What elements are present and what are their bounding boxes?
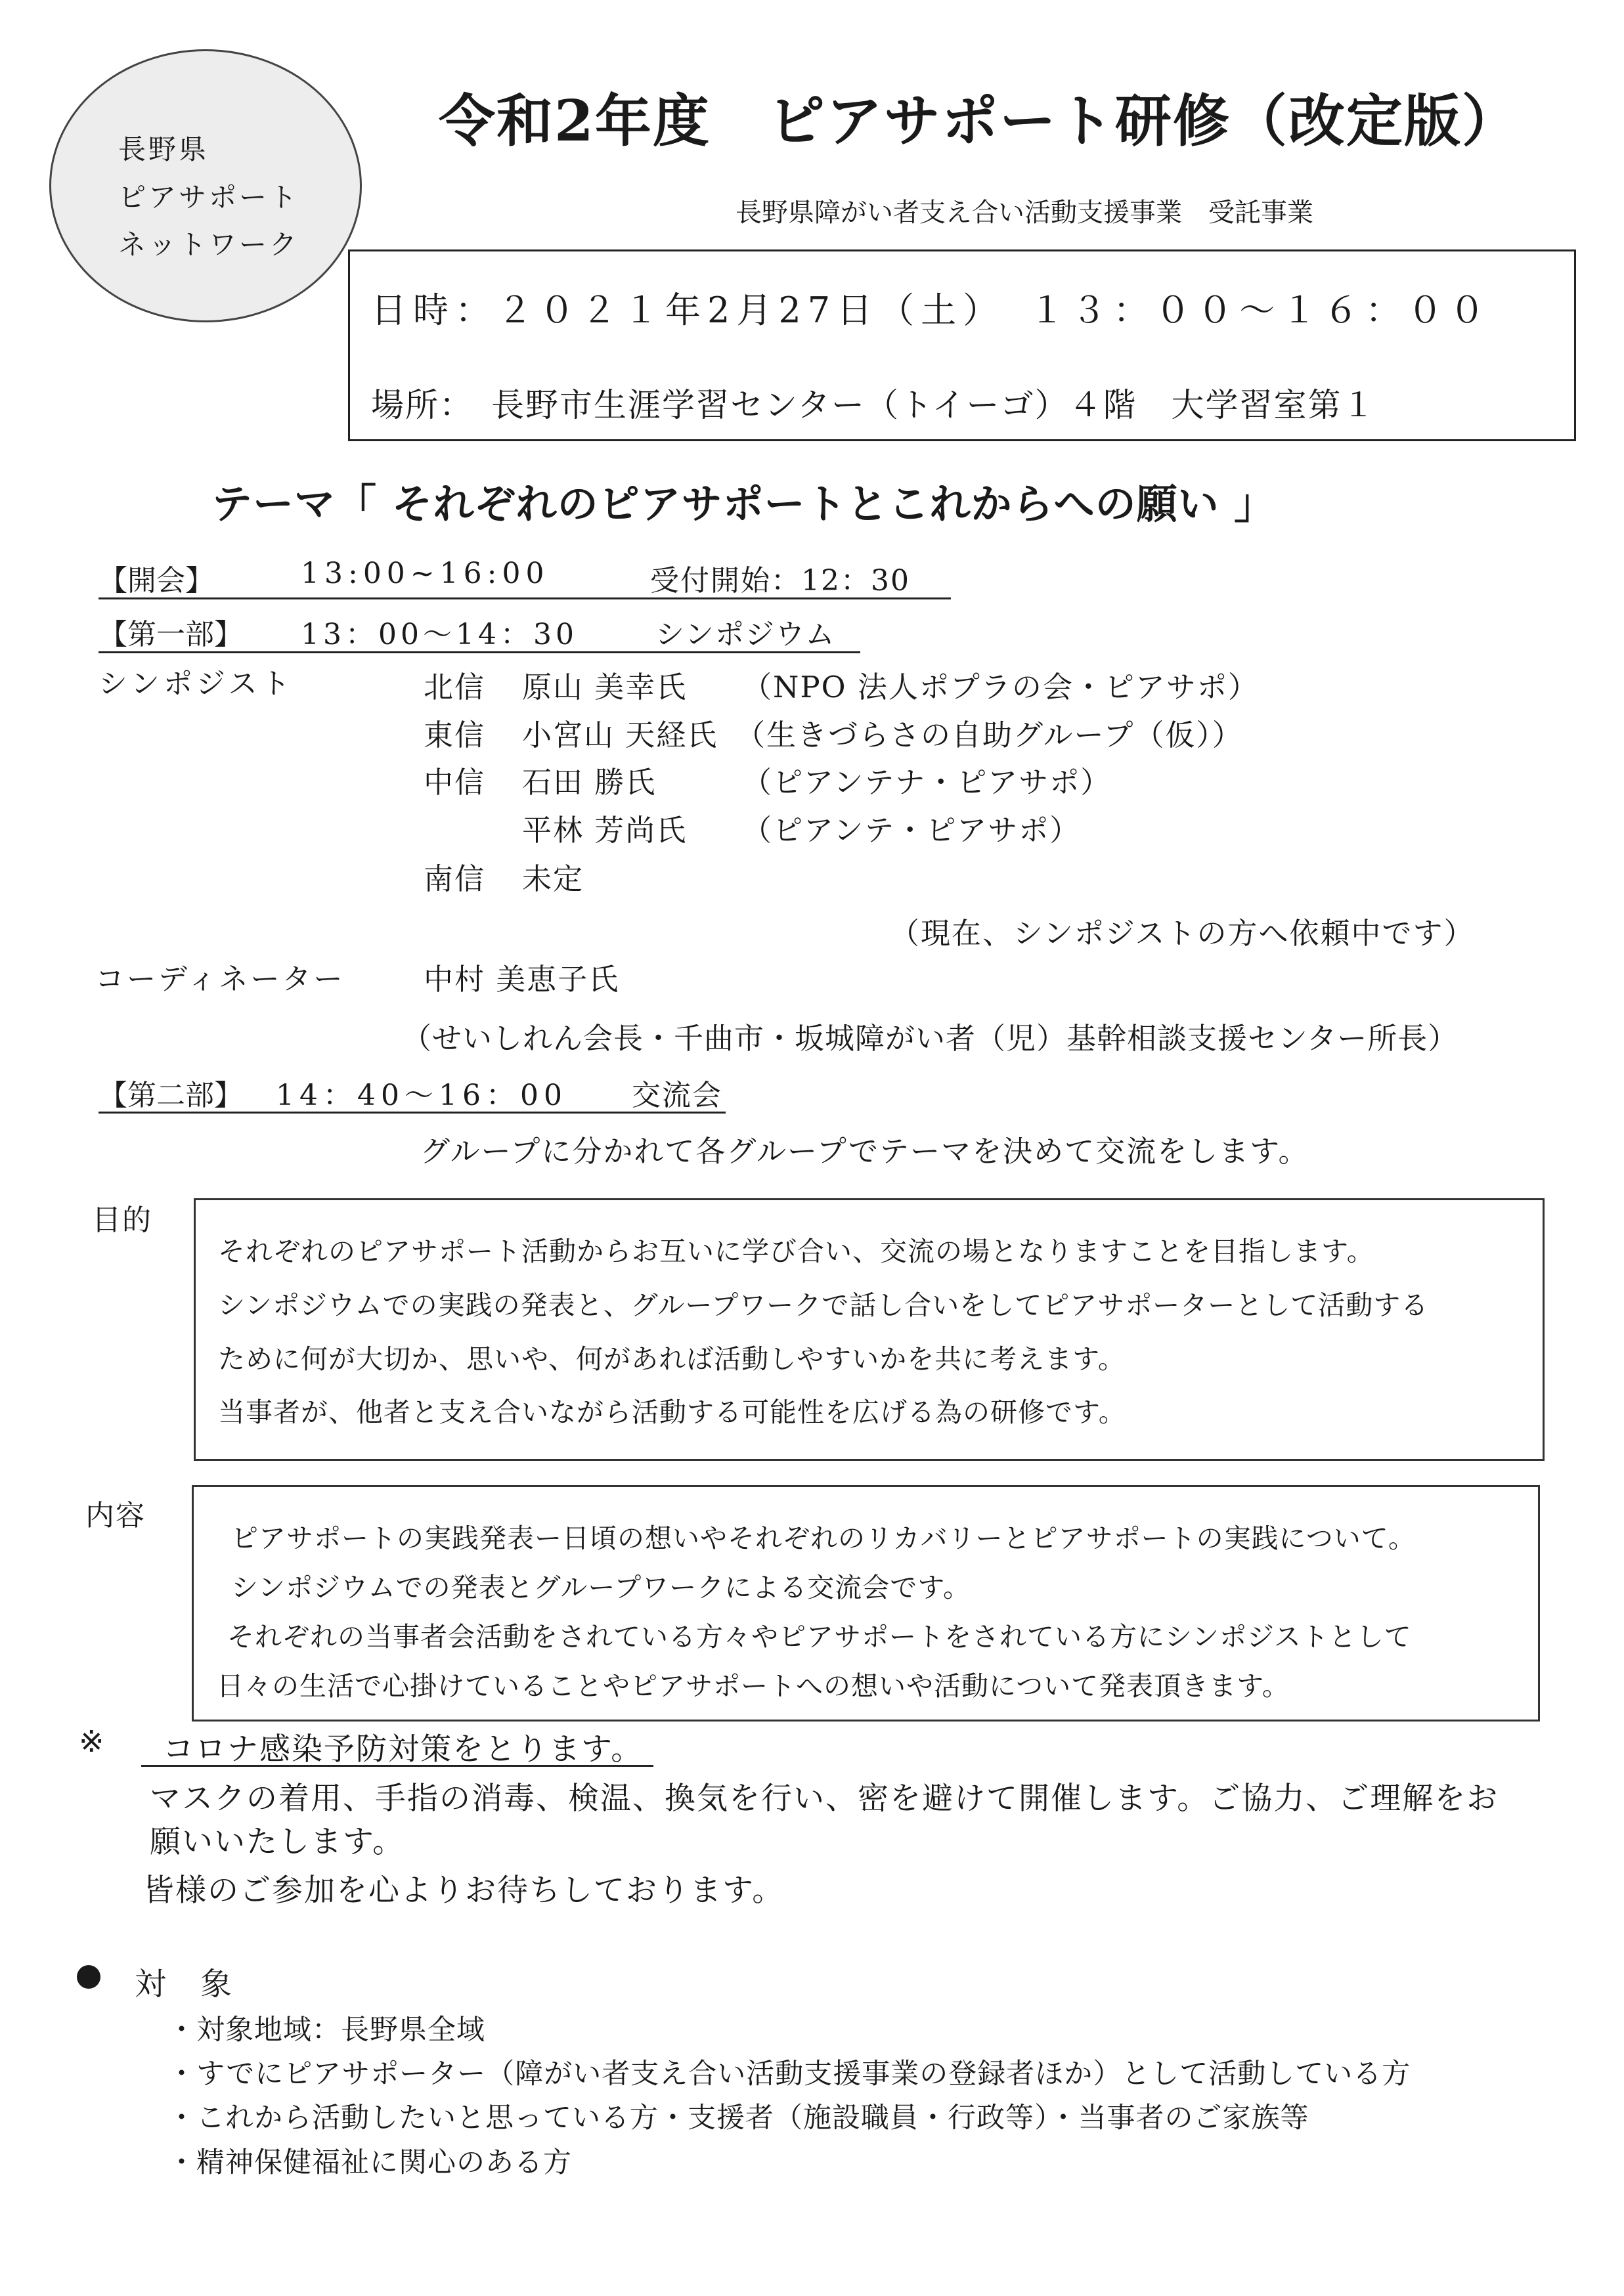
symposist-name: 平林 芳尚氏: [522, 813, 688, 848]
covid-heading: コロナ感染予防対策をとります。: [163, 1731, 644, 1767]
content-text-line: シンポジウムでの発表とグループワークによる交流会です。: [231, 1572, 971, 1603]
symposist-region: 東信: [424, 718, 486, 752]
purpose-text-line: ために何が大切か、思いや、何があれば活動しやすいかを共に考えます。: [218, 1343, 1126, 1375]
symposist-org: （生きづらさの自助グループ（仮））: [735, 718, 1243, 752]
symposist-org: （ピアンテナ・ピアサポ）: [742, 765, 1112, 800]
symposist-name: 未定: [522, 861, 584, 896]
part2-label: 【第二部】: [99, 1079, 243, 1112]
coordinator-affiliation: （せいしれん会長・千曲市・坂城障がい者（児）基幹相談支援センター所長）: [402, 1021, 1459, 1056]
bullet-icon: [77, 1965, 100, 1989]
purpose-text-line: シンポジウムでの実践の発表と、グループワークで話し合いをしてピアサポーターとして活動する: [218, 1289, 1429, 1321]
content-text-line: ピアサポートの実践発表ー日頃の想いやそれぞれのリカバリーとピアサポートの実践について。: [231, 1523, 1416, 1554]
page-title: 令和2年度 ピアサポート研修（改定版）: [439, 88, 1520, 154]
purpose-text-line: 当事者が、他者と支え合いながら活動する可能性を広げる為の研修です。: [218, 1397, 1126, 1428]
part2-description: グループに分かれて各グループでテーマを決めて交流をします。: [420, 1134, 1309, 1169]
notice-mark: ※: [79, 1723, 106, 1759]
target-item: ・対象地域：長野県全域: [167, 2014, 485, 2047]
symposists-label: シンポジスト: [99, 667, 294, 701]
part1-name: シンポジウム: [655, 618, 836, 651]
reception-time: 受付開始：12：30: [650, 564, 910, 597]
coordinator-name: 中村 美恵子氏: [424, 962, 620, 997]
part2-name: 交流会: [632, 1079, 722, 1112]
subtitle: 長野県障がい者支え合い活動支援事業 受託事業: [735, 198, 1313, 228]
symposist-name: 小宮山 天経氏: [522, 718, 718, 752]
symposist-name: 石田 勝氏: [522, 765, 657, 800]
covid-text-line: 願いいたします。: [150, 1824, 405, 1860]
part1-label: 【第一部】: [99, 618, 243, 651]
target-item: ・これから活動したいと思っている方・支援者（施設職員・行政等）・当事者のご家族等: [167, 2102, 1309, 2134]
symposist-region: 中信: [424, 765, 486, 800]
content-label: 内容: [85, 1499, 146, 1532]
open-time: 13:00~16:00: [301, 557, 550, 590]
coordinator-label: コーディネーター: [95, 963, 345, 996]
org-name-line1: 長野県: [118, 133, 209, 165]
target-heading: 対 象: [135, 1966, 234, 2003]
covid-text-line: 皆様のご参加を心よりお待ちしております。: [143, 1873, 785, 1909]
symposists-note: （現在、シンポジストの方へ依頼中です）: [890, 916, 1475, 951]
event-place: 場所： 長野市生涯学習センター（トイーゴ）４階 大学習室第１: [371, 386, 1376, 424]
open-label: 【開会】: [99, 564, 214, 597]
purpose-label: 目的: [92, 1203, 152, 1237]
event-date: 日時：２０２１年2月27日（土） １３：００〜１６：００: [371, 290, 1492, 331]
symposist-name: 原山 美幸氏: [522, 670, 688, 704]
symposist-org: （NPO 法人ポプラの会・ピアサポ）: [742, 670, 1259, 704]
part2-time: 14：40〜16：00: [276, 1079, 567, 1112]
covid-text-line: マスクの着用、手指の消毒、検温、換気を行い、密を避けて開催します。ご協力、ご理解をお: [150, 1781, 1499, 1817]
content-text-line: それぞれの当事者会活動をされている方々やピアサポートをされている方にシンポジストとして: [227, 1621, 1412, 1653]
theme-heading: テーマ「 それぞれのピアサポートとこれからへの願い 」: [211, 480, 1276, 528]
org-name-line3: ネットワーク: [118, 228, 300, 261]
target-item: ・精神保健福祉に関心のある方: [167, 2146, 572, 2179]
org-name-line2: ピアサポート: [118, 181, 300, 213]
symposist-region: 北信: [424, 670, 486, 704]
symposist-org: （ピアンテ・ピアサポ）: [742, 813, 1081, 848]
part1-time: 13：00〜14：30: [301, 618, 578, 651]
purpose-text-line: それぞれのピアサポート活動からお互いに学び合い、交流の場となりますことを目指します。: [218, 1236, 1374, 1267]
symposist-region: 南信: [424, 861, 486, 896]
target-item: ・すでにピアサポーター（障がい者支え合い活動支援事業の登録者ほか）として活動している方: [167, 2058, 1411, 2090]
content-text-line: 日々の生活で心掛けていることやピアサポートへの想いや活動について発表頂きます。: [217, 1670, 1290, 1702]
